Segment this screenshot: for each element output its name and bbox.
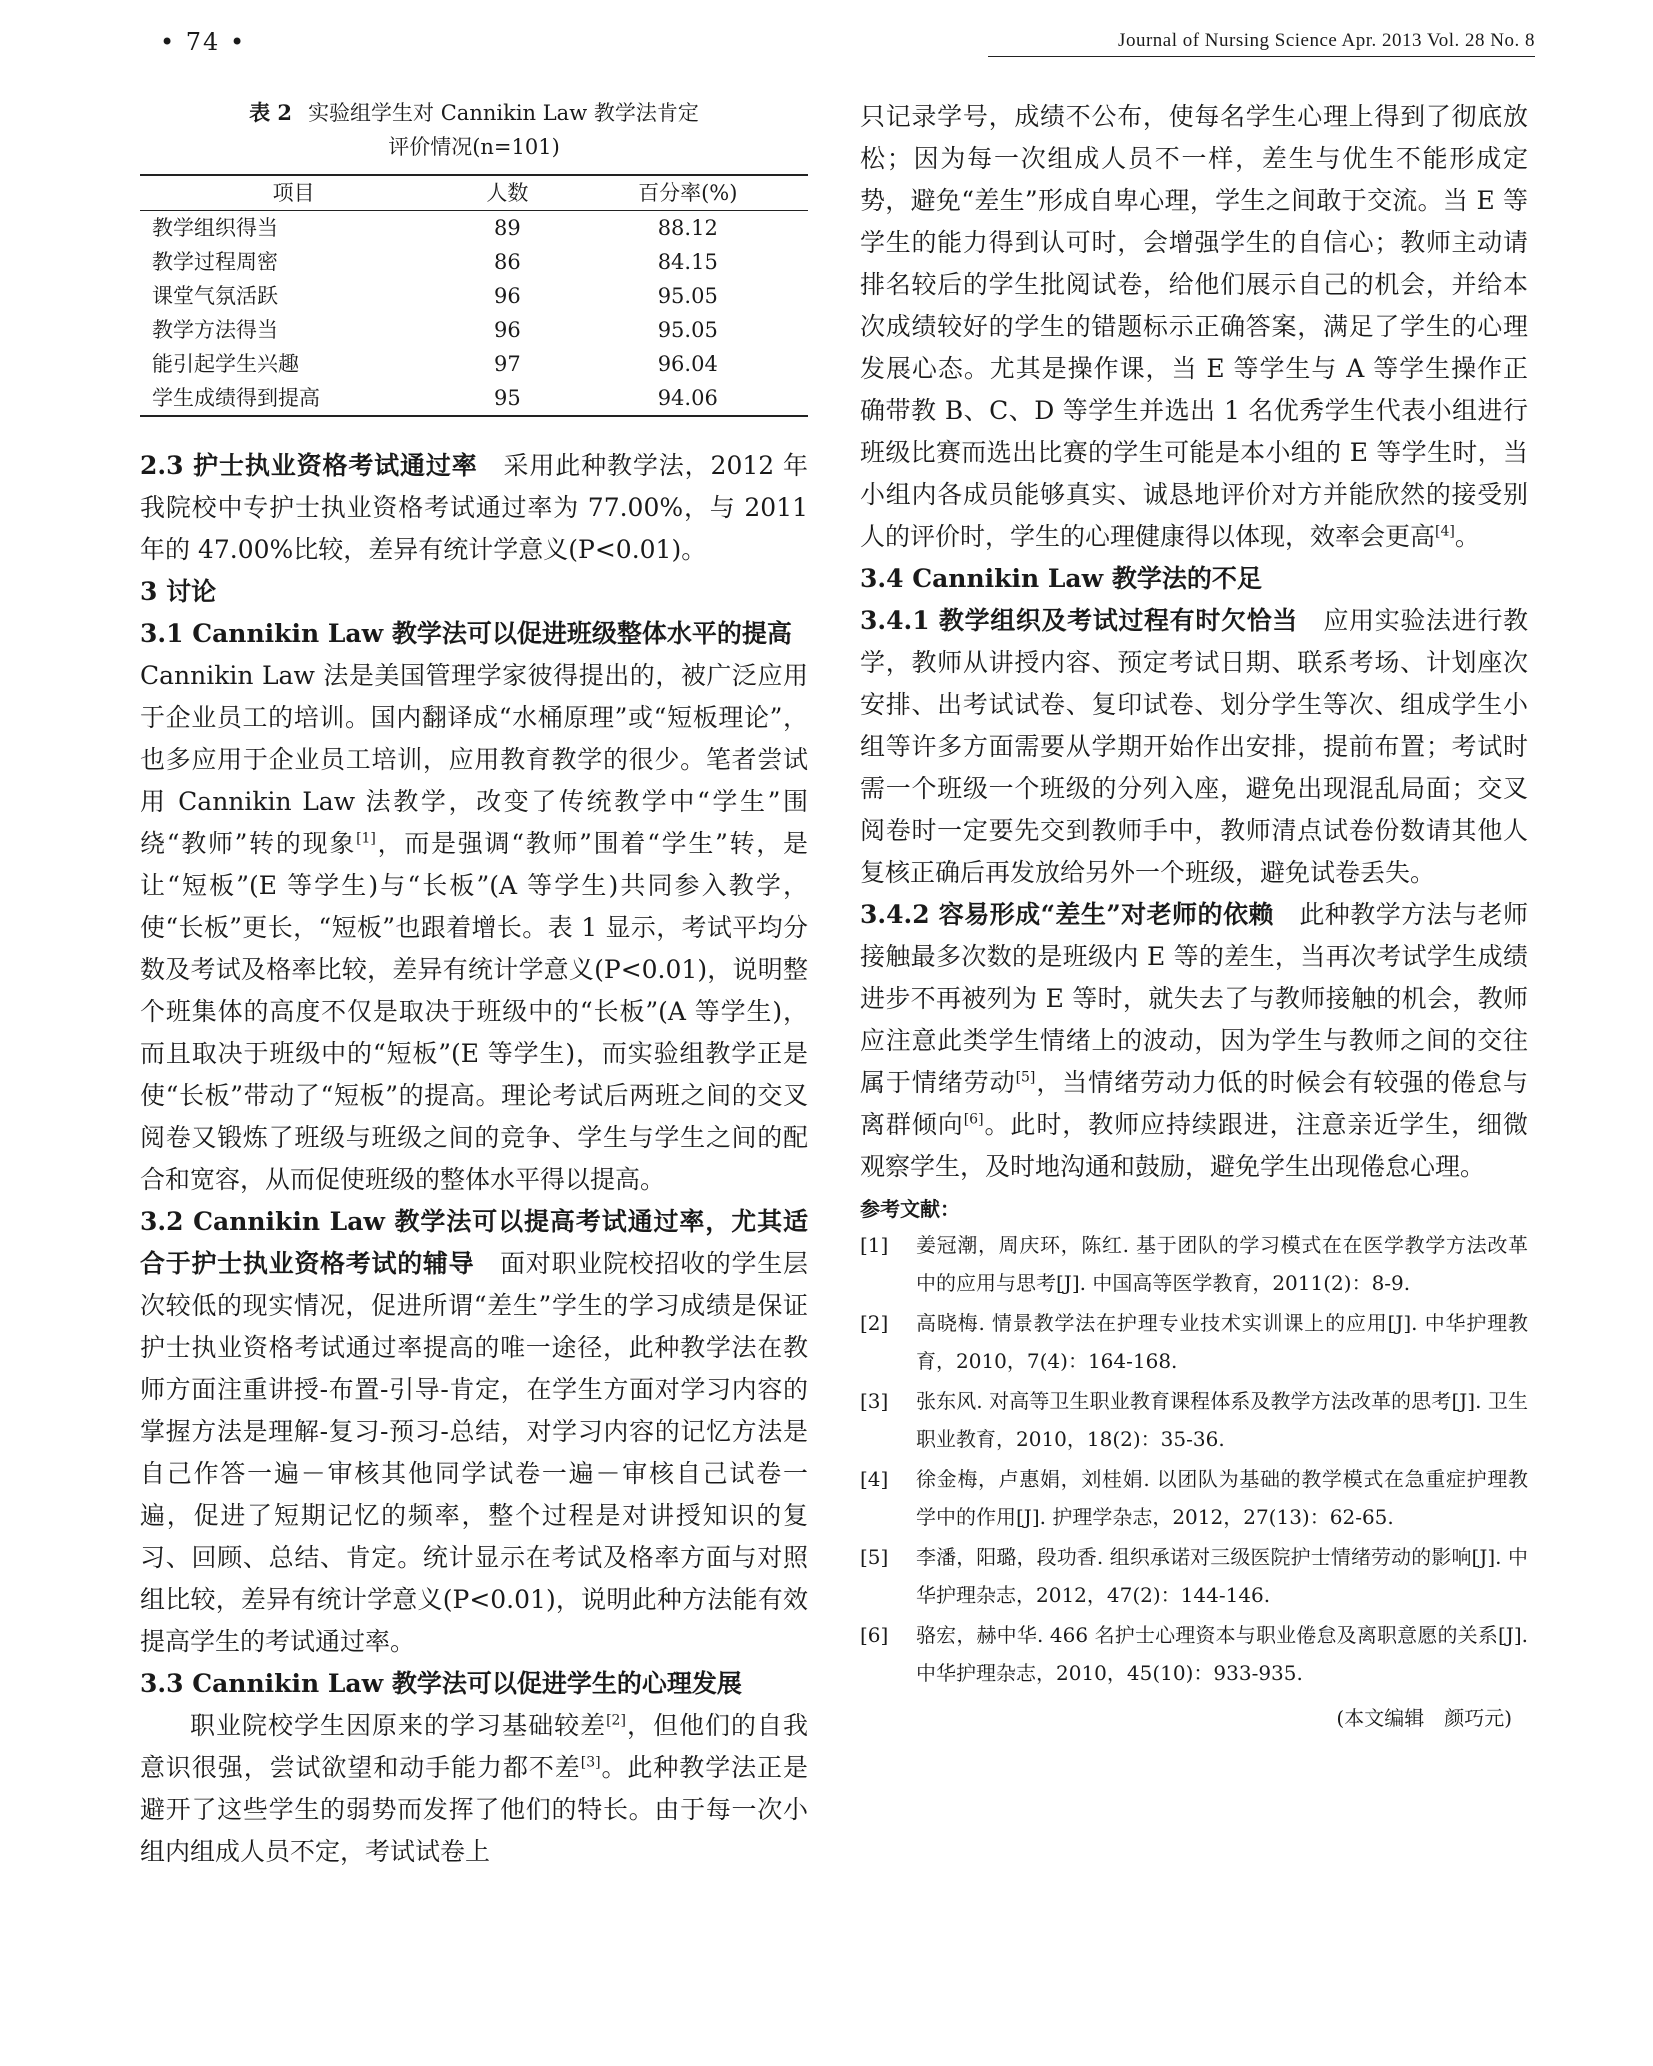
header-percent: 百分率(%) [568, 175, 809, 211]
section-3-4-2-text-b: ，当情绪劳动力低的时候会有较强的倦怠与离群倾向 [860, 1068, 1528, 1139]
section-3-3-continued [860, 96, 1528, 558]
section-3-2-text: 面对职业院校招收的学生层次较低的现实情况，促进所谓“差生”学生的学习成绩是保证护士执业资格考试通过率提高的唯一途径，此种教学法在教师方面注重讲授-布置-引导-肯定，在学生方面对学习内容的掌握方法是理解-复习-预习-总结，对学习内容的记忆方法是自己作答一遍－审核其他同学试卷一遍－审核自己试卷一遍，促进了短期记忆的频率，整个过程是对讲授知识的复习、回顾、总结、肯定。统计显示在考试及格率方面与对照组比较，差异有统计学意义(P<0.01)，说明此种方法能有效提高学生的考试通过率。 [140, 1249, 808, 1656]
section-3-1-text-b: ，而是强调“教师”围着“学生”转，是让“短板”(E 等学生)与“长板”(A 等学生)共同参入教学，使“长板”更长，“短板”也跟着增长。表 1 显示，考试平均分数及考试及格率比较，差异有统计学意义(P<0.01)，说明整个班集体的高度不仅是取决于班级中的“长板”(A 等学生)，而且取决于班级中的“短板”(E 等学生)，而实验组教学正是使“长板”带动了“短板”的提高。理论考试后两班之间的交叉阅卷又锻炼了班级与班级之间的竞争、学生与学生之间的配合和宽容，从而促使班级的整体水平得以提高。 [140, 829, 809, 1194]
header-count: 人数 [447, 175, 567, 211]
section-3-2-heading: 3.2 Cannikin Law 教学法可以提高考试通过率，尤其适合于护士执业资格考试的辅导 [140, 1207, 808, 1278]
table-row [140, 347, 808, 381]
cell-percent: 84.15 [657, 250, 718, 274]
reference-text: 李潘，阳璐，段功香. 组织承诺对三级医院护士情绪劳动的影响[J]. 中华护理杂志，2012，47(2)：144-146. [916, 1545, 1528, 1607]
section-3-1-heading: 3.1 Cannikin Law 教学法可以促进班级整体水平的提高 [140, 619, 792, 648]
reference-text: 徐金梅，卢惠娟，刘桂娟. 以团队为基础的教学模式在急重症护理教学中的作用[J]. 护理学杂志，2012，27(13)：62-65. [916, 1467, 1528, 1529]
table-label: 表 2 [249, 100, 293, 125]
cell-item: 教学方法得当 [152, 318, 278, 342]
section-3-4-1-heading: 3.4.1 教学组织及考试过程有时欠恰当 [860, 606, 1298, 635]
cell-item: 能引起学生兴趣 [152, 352, 299, 376]
table-row [140, 313, 808, 347]
cell-item: 教学过程周密 [152, 250, 278, 274]
cell-count: 97 [494, 352, 521, 376]
cell-percent: 88.12 [657, 216, 718, 240]
references-title: 参考文献： [860, 1197, 960, 1221]
continued-text-b: 。 [1454, 522, 1480, 551]
cell-count: 89 [494, 216, 521, 240]
section-3-3-text-a: 职业院校学生因原来的学习基础较差 [190, 1711, 607, 1740]
section-3-4-heading-text: 3.4 Cannikin Law 教学法的不足 [860, 564, 1262, 593]
table-caption-line1: 实验组学生对 Cannikin Law 教学法肯定 [308, 101, 699, 125]
reference-item [860, 1616, 1528, 1692]
section-3-3-text-c: 。此种教学法正是避开了这些学生的弱势而发挥了他们的特长。由于每一次小组内组成人员不定，考试试卷上 [140, 1753, 808, 1866]
journal-running-head: Journal of Nursing Science Apr. 2013 Vol. 28 No. 8 [1118, 30, 1535, 51]
section-3-4-2-text-c: 。此时，教师应持续跟进，注意亲近学生，细微观察学生，及时地沟通和鼓励，避免学生出现倦怠心理。 [860, 1110, 1528, 1181]
section-3-4-1 [860, 600, 1528, 894]
reference-text: 张东风. 对高等卫生职业教育课程体系及教学方法改革的思考[J]. 卫生职业教育，2010，18(2)：35-36. [916, 1389, 1528, 1451]
reference-item [860, 1304, 1528, 1380]
page-number: • 74 • [160, 28, 247, 56]
section-2-3 [140, 445, 808, 571]
cell-count: 95 [447, 381, 567, 416]
table-row [140, 279, 808, 313]
section-2-3-heading: 2.3 护士执业资格考试通过率 [140, 451, 478, 480]
section-3-4-1-text: 应用实验法进行教学，教师从讲授内容、预定考试日期、联系考场、计划座次安排、出考试试卷、复印试卷、划分学生等次、组成学生小组等许多方面需要从学期开始作出安排，提前布置；考试时需一个班级一个班级的分列入座，避免出现混乱局面；交叉阅卷时一定要先交到教师手中，教师清点试卷份数请其他人复核正确后再发放给另外一个班级，避免试卷丢失。 [860, 606, 1528, 887]
header-item: 项目 [140, 175, 447, 211]
section-3-3-heading [140, 1663, 808, 1705]
citation-4: [4] [1435, 523, 1455, 540]
reference-number: [6] [860, 1623, 889, 1647]
right-column [860, 96, 1528, 1738]
section-3-2 [140, 1201, 808, 1663]
section-3-1-text-a: Cannikin Law 法是美国管理学家彼得提出的，被广泛应用于企业员工的培训。国内翻译成“水桶原理”或“短板理论”，也多应用于企业员工培训，应用教育教学的很少。笔者尝试用 Cannikin Law 法教学，改变了传统教学中“学生”围绕“教师”转的现象 [140, 619, 817, 858]
table-row [140, 211, 808, 246]
page-header [0, 24, 1653, 64]
section-3-heading: 3 讨论 [140, 577, 217, 606]
left-column [140, 96, 817, 1873]
section-3-4-2-text-a: 此种教学方法与老师接触最多次数的是班级内 E 等的差生，当再次考试学生成绩进步不再被列为 E 等时，就失去了与教师接触的机会，教师应注意此类学生情绪上的波动，因为学生与教师之间的交往属于情绪劳动 [860, 900, 1528, 1097]
section-2-3-text: 采用此种教学法，2012 年我院校中专护士执业资格考试通过率为 77.00%，与 2011 年的 47.00%比较，差异有统计学意义(P<0.01)。 [140, 451, 808, 564]
cell-percent: 95.05 [657, 318, 718, 342]
reference-item [860, 1538, 1528, 1614]
section-3-3-heading-text: 3.3 Cannikin Law 教学法可以促进学生的心理发展 [140, 1669, 742, 1698]
reference-number: [5] [860, 1545, 889, 1569]
cell-count: 96 [494, 284, 521, 308]
section-3-4-2 [860, 894, 1528, 1188]
evaluation-table [140, 174, 808, 417]
table-row [140, 245, 808, 279]
editor-note: (本文编辑 颜巧元) [1336, 1706, 1512, 1730]
header-rule [988, 56, 1535, 57]
citation-2: [2] [606, 1712, 626, 1729]
cell-percent: 96.04 [657, 352, 718, 376]
cell-percent: 94.06 [568, 381, 809, 416]
citation-3: [3] [580, 1754, 601, 1771]
section-3-4-2-heading: 3.4.2 容易形成“差生”对老师的依赖 [860, 900, 1274, 929]
reference-text: 高晓梅. 情景教学法在护理专业技术实训课上的应用[J]. 中华护理教育，2010，7(4)：164-168. [916, 1311, 1528, 1373]
reference-number: [3] [860, 1389, 889, 1413]
table-caption-line2: 评价情况(n=101) [388, 135, 560, 159]
reference-text: 骆宏，赫中华. 466 名护士心理资本与职业倦怠及离职意愿的关系[J]. 中华护理杂志，2010，45(10)：933-935. [916, 1623, 1528, 1685]
reference-number: [1] [860, 1233, 889, 1257]
section-3-3-text-b: ，但他们的自我意识很强，尝试欲望和动手能力都不差 [140, 1711, 808, 1782]
cell-item: 教学组织得当 [152, 216, 278, 240]
cell-count: 96 [494, 318, 521, 342]
citation-1: [1] [356, 830, 376, 847]
citation-6: [6] [963, 1111, 984, 1128]
table-caption [140, 96, 808, 130]
cell-item: 课堂气氛活跃 [152, 284, 278, 308]
section-3-1 [140, 613, 817, 1201]
continued-text-a: 只记录学号，成绩不公布，使每名学生心理上得到了彻底放松；因为每一次组成人员不一样，差生与优生不能形成定势，避免“差生”形成自卑心理，学生之间敢于交流。当 E 等学生的能力得到认可时，会增强学生的自信心；教师主动请排名较后的学生批阅试卷，给他们展示自己的机会，并给本次成绩较好的学生的错题标示正确答案，满足了学生的心理发展心态。尤其是操作课，当 E 等学生与 A 等学生操作正确带教 B、C、D 等学生并选出 1 名优秀学生代表小组进行班级比赛而选出比赛的学生可能是本小组的 E 等学生时，当小组内各成员能够真实、诚恳地评价对方并能欣然的接受别人的评价时，学生的心理健康得以体现，效率会更高 [860, 102, 1528, 551]
cell-count: 86 [494, 250, 521, 274]
reference-number: [2] [860, 1311, 889, 1335]
reference-item [860, 1382, 1528, 1458]
section-3-3-text [140, 1705, 808, 1873]
table-header-row [140, 175, 808, 211]
reference-text: 姜冠潮，周庆环，陈红. 基于团队的学习模式在在医学教学方法改革中的应用与思考[J]. 中国高等医学教育，2011(2)：8-9. [916, 1233, 1528, 1295]
reference-item [860, 1226, 1528, 1302]
cell-item: 学生成绩得到提高 [140, 381, 447, 416]
citation-5: [5] [1015, 1069, 1036, 1086]
table-row [140, 381, 808, 416]
cell-percent: 95.05 [657, 284, 718, 308]
reference-number: [4] [860, 1467, 889, 1491]
section-3-4-heading [860, 558, 1528, 600]
reference-item [860, 1460, 1528, 1536]
